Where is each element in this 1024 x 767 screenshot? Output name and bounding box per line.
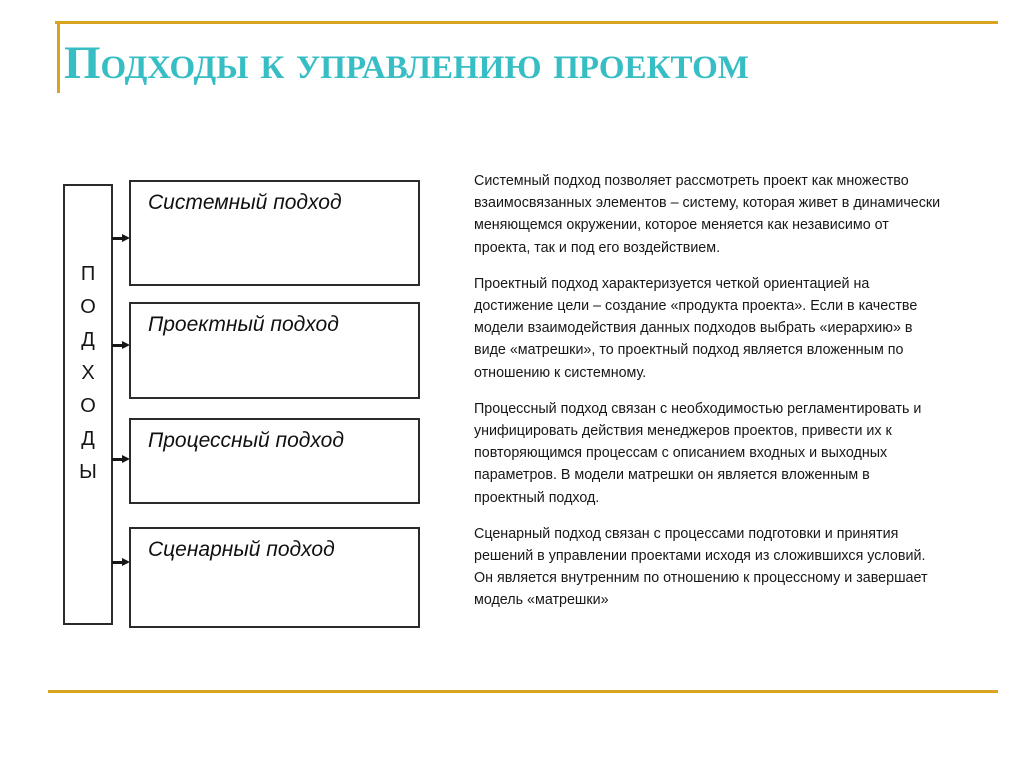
paragraph-project: Проектный подход характеризуется четкой ориентацией на достижение цели – создание «продукта проекта». Если в качестве модели взаимодействия данных подходов выбрать «иерархию» в виде «матрешки», то проектный подход является вложенным по отношению к системному. (474, 275, 918, 381)
description-text-column (474, 170, 944, 612)
vertical-letter: Х (81, 362, 95, 384)
approaches-vertical-label-box (63, 184, 113, 625)
vertical-letter: Д (81, 329, 95, 351)
approach-box-label: Процессный подход (148, 429, 344, 452)
vertical-letter: О (80, 395, 96, 417)
paragraph-systemic: Системный подход позволяет рассмотреть проект как множество взаимосвязанных элементов – систему, которая живет в динамически меняющемся окружении, которое меняется как независимо от проекта, так и под его воздействием. (474, 173, 941, 256)
vertical-letter: Д (81, 428, 95, 450)
approach-box-scenario (129, 527, 420, 628)
paragraph-scenario: Сценарный подход связан с процессами подготовки и принятия решений в управлении проектами исходя из сложившихся условий. Он является внутренним по отношению к процессному и завершает модель «матрешки» (474, 525, 928, 609)
approach-box-systemic (129, 180, 420, 286)
paragraph-process: Процессный подход связан с необходимостью регламентировать и унифицировать действия менеджеров проектов, привести их к повторяющимся процессам с описанием входных и выходных параметров. В модели матрешки он является вложенным в проектный подход. (474, 400, 922, 506)
approach-box-project (129, 302, 420, 399)
vertical-letter: Ы (79, 461, 97, 483)
approach-box-process (129, 418, 420, 504)
approach-box-label: Системный подход (148, 191, 342, 214)
arrow-right-icon (112, 558, 130, 567)
page-title: Подходы к управлению проектом (64, 37, 749, 89)
arrow-right-icon (112, 455, 130, 464)
approach-box-label: Проектный подход (148, 313, 339, 336)
approach-box-label: Сценарный подход (148, 538, 335, 561)
approaches-vertical-label-text (65, 258, 111, 489)
vertical-letter: О (80, 296, 96, 318)
arrow-right-icon (112, 234, 130, 243)
arrow-right-icon (112, 341, 130, 350)
approaches-diagram (0, 0, 460, 767)
vertical-letter: П (80, 263, 96, 285)
